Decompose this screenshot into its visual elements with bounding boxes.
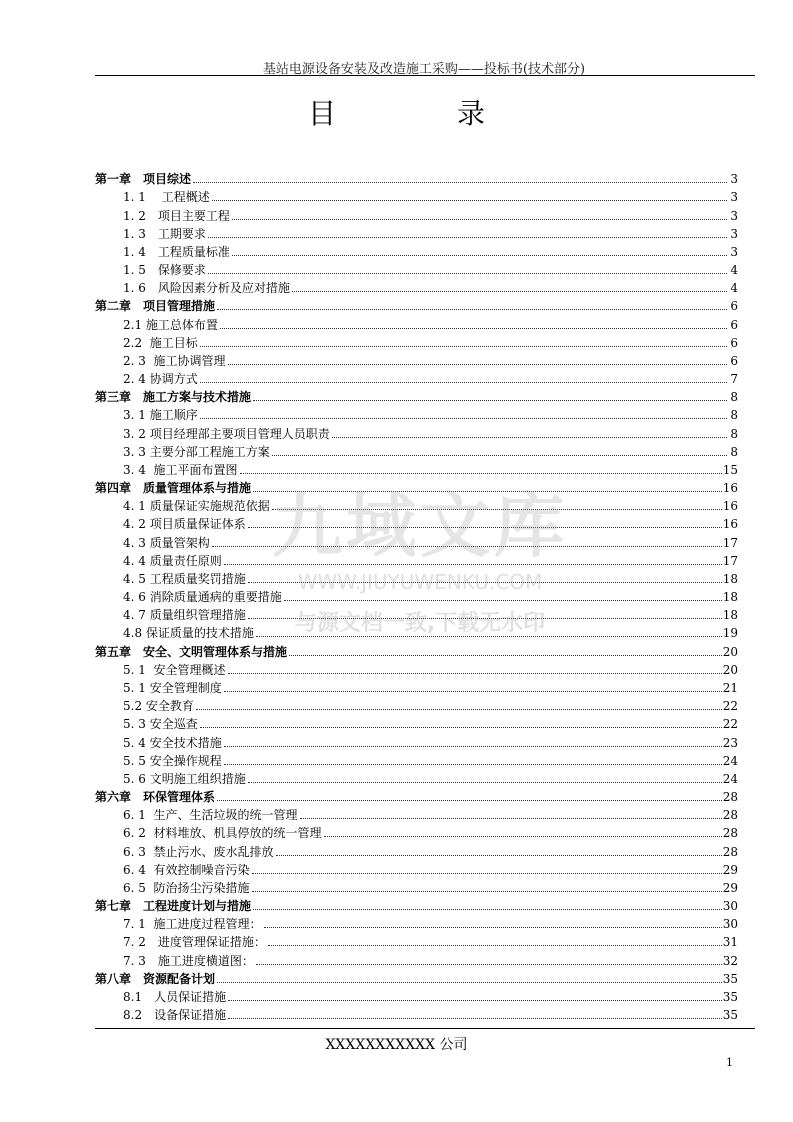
toc-entry-label: 6. 2 材料堆放、机具停放的统一管理 [123, 826, 322, 841]
toc-entry-label: 第五章 安全、文明管理体系与措施 [95, 644, 288, 659]
footer-company: XXXXXXXXXXX 公司 [325, 1037, 468, 1053]
toc-entry-label: 1. 5 保修要求 [123, 263, 206, 278]
toc-section-entry[interactable] [95, 568, 738, 586]
toc-entry-label: 6. 1 生产、生活垃圾的统一管理 [123, 808, 298, 823]
toc-entry-label: 2.1 施工总体布置 [123, 317, 218, 332]
toc-section-entry[interactable] [95, 404, 738, 422]
toc-section-entry[interactable] [95, 495, 738, 513]
toc-entry-page: 35 [722, 971, 738, 986]
toc-entry-page: 3 [730, 172, 738, 187]
toc-section-entry[interactable] [95, 659, 738, 677]
toc-dot-leader [289, 654, 722, 656]
toc-chapter-entry[interactable] [95, 968, 738, 986]
toc-entry-page: 18 [722, 571, 738, 586]
toc-entry-page: 35 [722, 1008, 738, 1023]
toc-dot-leader [268, 944, 722, 946]
toc-dot-leader [272, 508, 722, 510]
toc-entry-page: 17 [722, 553, 738, 568]
toc-entry-page: 24 [722, 753, 738, 768]
toc-section-entry[interactable] [95, 877, 738, 895]
toc-section-entry[interactable] [95, 840, 738, 858]
toc-dot-leader [196, 708, 722, 710]
toc-dot-leader [248, 581, 722, 583]
toc-entry-label: 6. 3 禁止污水、废水乱排放 [123, 844, 274, 859]
toc-section-entry[interactable] [95, 804, 738, 822]
toc-dot-leader [252, 872, 722, 874]
toc-entry-page: 3 [730, 226, 738, 241]
toc-section-entry[interactable] [95, 513, 738, 531]
toc-entry-label: 4. 7 质量组织管理措施 [123, 608, 246, 623]
toc-dot-leader [248, 781, 722, 783]
toc-dot-leader [228, 363, 727, 365]
toc-dot-leader [276, 854, 722, 856]
toc-entry-label: 2. 4 协调方式 [123, 372, 198, 387]
toc-entry-label: 4. 6 消除质量通病的重要措施 [123, 590, 282, 605]
toc-entry-label: 第四章 质量管理体系与措施 [95, 481, 252, 496]
toc-entry-page: 19 [722, 626, 738, 641]
toc-section-entry[interactable] [95, 241, 738, 259]
toc-entry-label: 2.2 施工目标 [123, 335, 198, 350]
page-number: 1 [726, 1056, 733, 1069]
toc-section-entry[interactable] [95, 931, 738, 949]
toc-section-entry[interactable] [95, 459, 738, 477]
toc-entry-page: 6 [730, 335, 738, 350]
toc-chapter-entry[interactable] [95, 168, 738, 186]
toc-entry-label: 4. 5 工程质量奖罚措施 [123, 571, 246, 586]
toc-dot-leader [252, 890, 722, 892]
toc-entry-page: 28 [722, 844, 738, 859]
toc-entry-page: 29 [722, 880, 738, 895]
toc-entry-label: 3. 1 施工顺序 [123, 408, 198, 423]
toc-section-entry[interactable] [95, 768, 738, 786]
toc-section-entry[interactable] [95, 350, 738, 368]
toc-entry-page: 24 [722, 771, 738, 786]
toc-dot-leader [284, 599, 722, 601]
toc-entry-page: 31 [722, 935, 738, 950]
toc-entry-page: 22 [722, 699, 738, 714]
toc-entry-page: 8 [730, 426, 738, 441]
toc-entry-page: 29 [722, 862, 738, 877]
toc-entry-page: 23 [722, 735, 738, 750]
toc-entry-label: 4. 3 质量管架构 [123, 535, 210, 550]
toc-dot-leader [272, 454, 727, 456]
toc-entry-label: 6. 5 防治扬尘污染措施 [123, 880, 250, 895]
toc-dot-leader [292, 290, 727, 292]
toc-entry-label: 1. 1 工程概述 [123, 190, 210, 205]
toc-section-entry[interactable] [95, 913, 738, 931]
toc-chapter-entry[interactable] [95, 386, 738, 404]
toc-section-entry[interactable] [95, 695, 738, 713]
toc-section-entry[interactable] [95, 1004, 738, 1022]
toc-chapter-entry[interactable] [95, 477, 738, 495]
toc-section-entry[interactable] [95, 204, 738, 222]
toc-section-entry[interactable] [95, 313, 738, 331]
toc-dot-leader [200, 381, 727, 383]
toc-entry-label: 5. 3 安全巡查 [123, 717, 198, 732]
watermark-slogan: 与源文档一致,下载无水印 [294, 611, 546, 636]
toc-dot-leader [256, 963, 722, 965]
toc-entry-page: 8 [730, 444, 738, 459]
toc-dot-leader [224, 563, 722, 565]
toc-dot-leader [248, 526, 722, 528]
toc-entry-page: 3 [730, 244, 738, 259]
toc-entry-label: 2. 3 施工协调管理 [123, 353, 226, 368]
toc-dot-leader [256, 635, 722, 637]
toc-entry-label: 1. 6 风险因素分析及应对措施 [123, 281, 290, 296]
toc-entry-page: 35 [722, 989, 738, 1004]
toc-entry-page: 8 [730, 390, 738, 405]
toc-entry-label: 第六章 环保管理体系 [95, 790, 216, 805]
watermark-url: WWW.JIUYUWENKU.COM [297, 570, 543, 594]
toc-dot-leader [228, 1017, 722, 1019]
toc-section-entry[interactable] [95, 586, 738, 604]
toc-entry-label: 5. 4 安全技术措施 [123, 735, 222, 750]
toc-dot-leader [224, 745, 722, 747]
toc-entry-page: 3 [730, 190, 738, 205]
toc-dot-leader [217, 308, 727, 310]
toc-section-entry[interactable] [95, 531, 738, 549]
toc-entry-label: 5. 1 安全管理制度 [123, 680, 222, 695]
toc-dot-leader [248, 617, 722, 619]
toc-dot-leader [224, 690, 722, 692]
toc-entry-page: 15 [722, 462, 738, 477]
toc-section-entry[interactable] [95, 713, 738, 731]
toc-entry-label: 8.1 人员保证措施 [123, 989, 227, 1004]
toc-entry-label: 4. 4 质量责任原则 [123, 553, 222, 568]
toc-dot-leader [200, 726, 722, 728]
toc-dot-leader [200, 417, 727, 419]
toc-entry-label: 3. 4 施工平面布置图 [123, 462, 238, 477]
toc-entry-label: 5.2 安全教育 [123, 699, 194, 714]
toc-entry-page: 30 [722, 917, 738, 932]
toc-entry-page: 18 [722, 590, 738, 605]
toc-entry-page: 32 [722, 953, 738, 968]
toc-section-entry[interactable] [95, 750, 738, 768]
toc-entry-page: 6 [730, 353, 738, 368]
toc-entry-label: 第二章 项目管理措施 [95, 299, 216, 314]
toc-dot-leader [224, 763, 722, 765]
header-divider [95, 75, 755, 76]
toc-chapter-entry[interactable] [95, 640, 738, 658]
toc-entry-page: 20 [722, 662, 738, 677]
toc-dot-leader [253, 908, 722, 910]
toc-section-entry[interactable] [95, 422, 738, 440]
toc-entry-label: 3. 3 主要分部工程施工方案 [123, 444, 270, 459]
toc-entry-label: 5. 1 安全管理概述 [123, 662, 226, 677]
toc-dot-leader [212, 199, 727, 201]
toc-dot-leader [332, 436, 727, 438]
toc-section-entry[interactable] [95, 677, 738, 695]
toc-section-entry[interactable] [95, 223, 738, 241]
watermark-logo-text: 九域文库 [272, 485, 568, 567]
toc-dot-leader [200, 345, 727, 347]
toc-dot-leader [193, 181, 727, 183]
toc-section-entry[interactable] [95, 441, 738, 459]
toc-entry-label: 4. 2 项目质量保证体系 [123, 517, 246, 532]
toc-dot-leader [264, 926, 722, 928]
toc-entry-label: 4.8 保证质量的技术措施 [123, 626, 254, 641]
toc-entry-page: 4 [730, 263, 738, 278]
toc-chapter-entry[interactable] [95, 786, 738, 804]
toc-dot-leader [253, 490, 722, 492]
toc-chapter-entry[interactable] [95, 895, 738, 913]
toc-entry-page: 28 [722, 790, 738, 805]
toc-dot-leader [208, 236, 727, 238]
toc-entry-label: 1. 3 工期要求 [123, 226, 206, 241]
toc-section-entry[interactable] [95, 332, 738, 350]
toc-entry-label: 第八章 资源配备计划 [95, 971, 216, 986]
toc-section-entry[interactable] [95, 859, 738, 877]
toc-dot-leader [228, 672, 722, 674]
toc-section-entry[interactable] [95, 550, 738, 568]
toc-entry-label: 第一章 项目综述 [95, 172, 192, 187]
toc-dot-leader [232, 254, 727, 256]
toc-dot-leader [220, 327, 727, 329]
toc-entry-label: 第三章 施工方案与技术措施 [95, 390, 252, 405]
table-of-contents [95, 168, 738, 1022]
toc-entry-page: 28 [722, 826, 738, 841]
toc-entry-label: 7. 1 施工进度过程管理： [123, 917, 262, 932]
toc-entry-page: 4 [730, 281, 738, 296]
toc-entry-label: 5. 6 文明施工组织措施 [123, 771, 246, 786]
toc-entry-page: 21 [722, 680, 738, 695]
toc-entry-page: 7 [730, 372, 738, 387]
toc-dot-leader [228, 999, 722, 1001]
toc-section-entry[interactable] [95, 186, 738, 204]
toc-entry-label: 7. 3 施工进度横道图： [123, 953, 254, 968]
toc-dot-leader [208, 272, 727, 274]
toc-entry-page: 6 [730, 317, 738, 332]
toc-dot-leader [253, 399, 727, 401]
toc-section-entry[interactable] [95, 986, 738, 1004]
toc-entry-label: 1. 4 工程质量标准 [123, 244, 230, 259]
toc-entry-page: 16 [722, 517, 738, 532]
toc-chapter-entry[interactable] [95, 295, 738, 313]
toc-entry-page: 8 [730, 408, 738, 423]
toc-entry-label: 6. 4 有效控制噪音污染 [123, 862, 250, 877]
toc-section-entry[interactable] [95, 277, 738, 295]
toc-title: 目 录 [308, 97, 541, 130]
toc-entry-page: 28 [722, 808, 738, 823]
toc-dot-leader [212, 545, 722, 547]
running-header: 基站电源设备安装及改造施工采购——投标书(技术部分) [262, 62, 586, 77]
toc-section-entry[interactable] [95, 622, 738, 640]
footer-divider [95, 1028, 755, 1029]
toc-dot-leader [232, 218, 727, 220]
toc-dot-leader [324, 835, 722, 837]
toc-entry-page: 3 [730, 208, 738, 223]
toc-dot-leader [217, 799, 722, 801]
toc-section-entry[interactable] [95, 731, 738, 749]
toc-entry-page: 20 [722, 644, 738, 659]
toc-dot-leader [300, 817, 722, 819]
toc-entry-label: 8.2 设备保证措施 [123, 1008, 227, 1023]
toc-section-entry[interactable] [95, 259, 738, 277]
toc-entry-page: 16 [722, 499, 738, 514]
toc-entry-page: 17 [722, 535, 738, 550]
toc-entry-page: 6 [730, 299, 738, 314]
toc-section-entry[interactable] [95, 949, 738, 967]
toc-entry-page: 16 [722, 481, 738, 496]
toc-entry-label: 5. 5 安全操作规程 [123, 753, 222, 768]
toc-entry-page: 22 [722, 717, 738, 732]
toc-dot-leader [240, 472, 722, 474]
toc-entry-label: 第七章 工程进度计划与措施 [95, 899, 252, 914]
toc-entry-page: 18 [722, 608, 738, 623]
toc-section-entry[interactable] [95, 604, 738, 622]
toc-section-entry[interactable] [95, 822, 738, 840]
toc-entry-page: 30 [722, 899, 738, 914]
toc-entry-label: 7. 2 进度管理保证措施： [123, 935, 266, 950]
toc-entry-label: 3. 2 项目经理部主要项目管理人员职责 [123, 426, 330, 441]
toc-section-entry[interactable] [95, 368, 738, 386]
toc-entry-label: 1. 2 项目主要工程 [123, 208, 230, 223]
toc-entry-label: 4. 1 质量保证实施规范依据 [123, 499, 270, 514]
toc-dot-leader [217, 981, 722, 983]
